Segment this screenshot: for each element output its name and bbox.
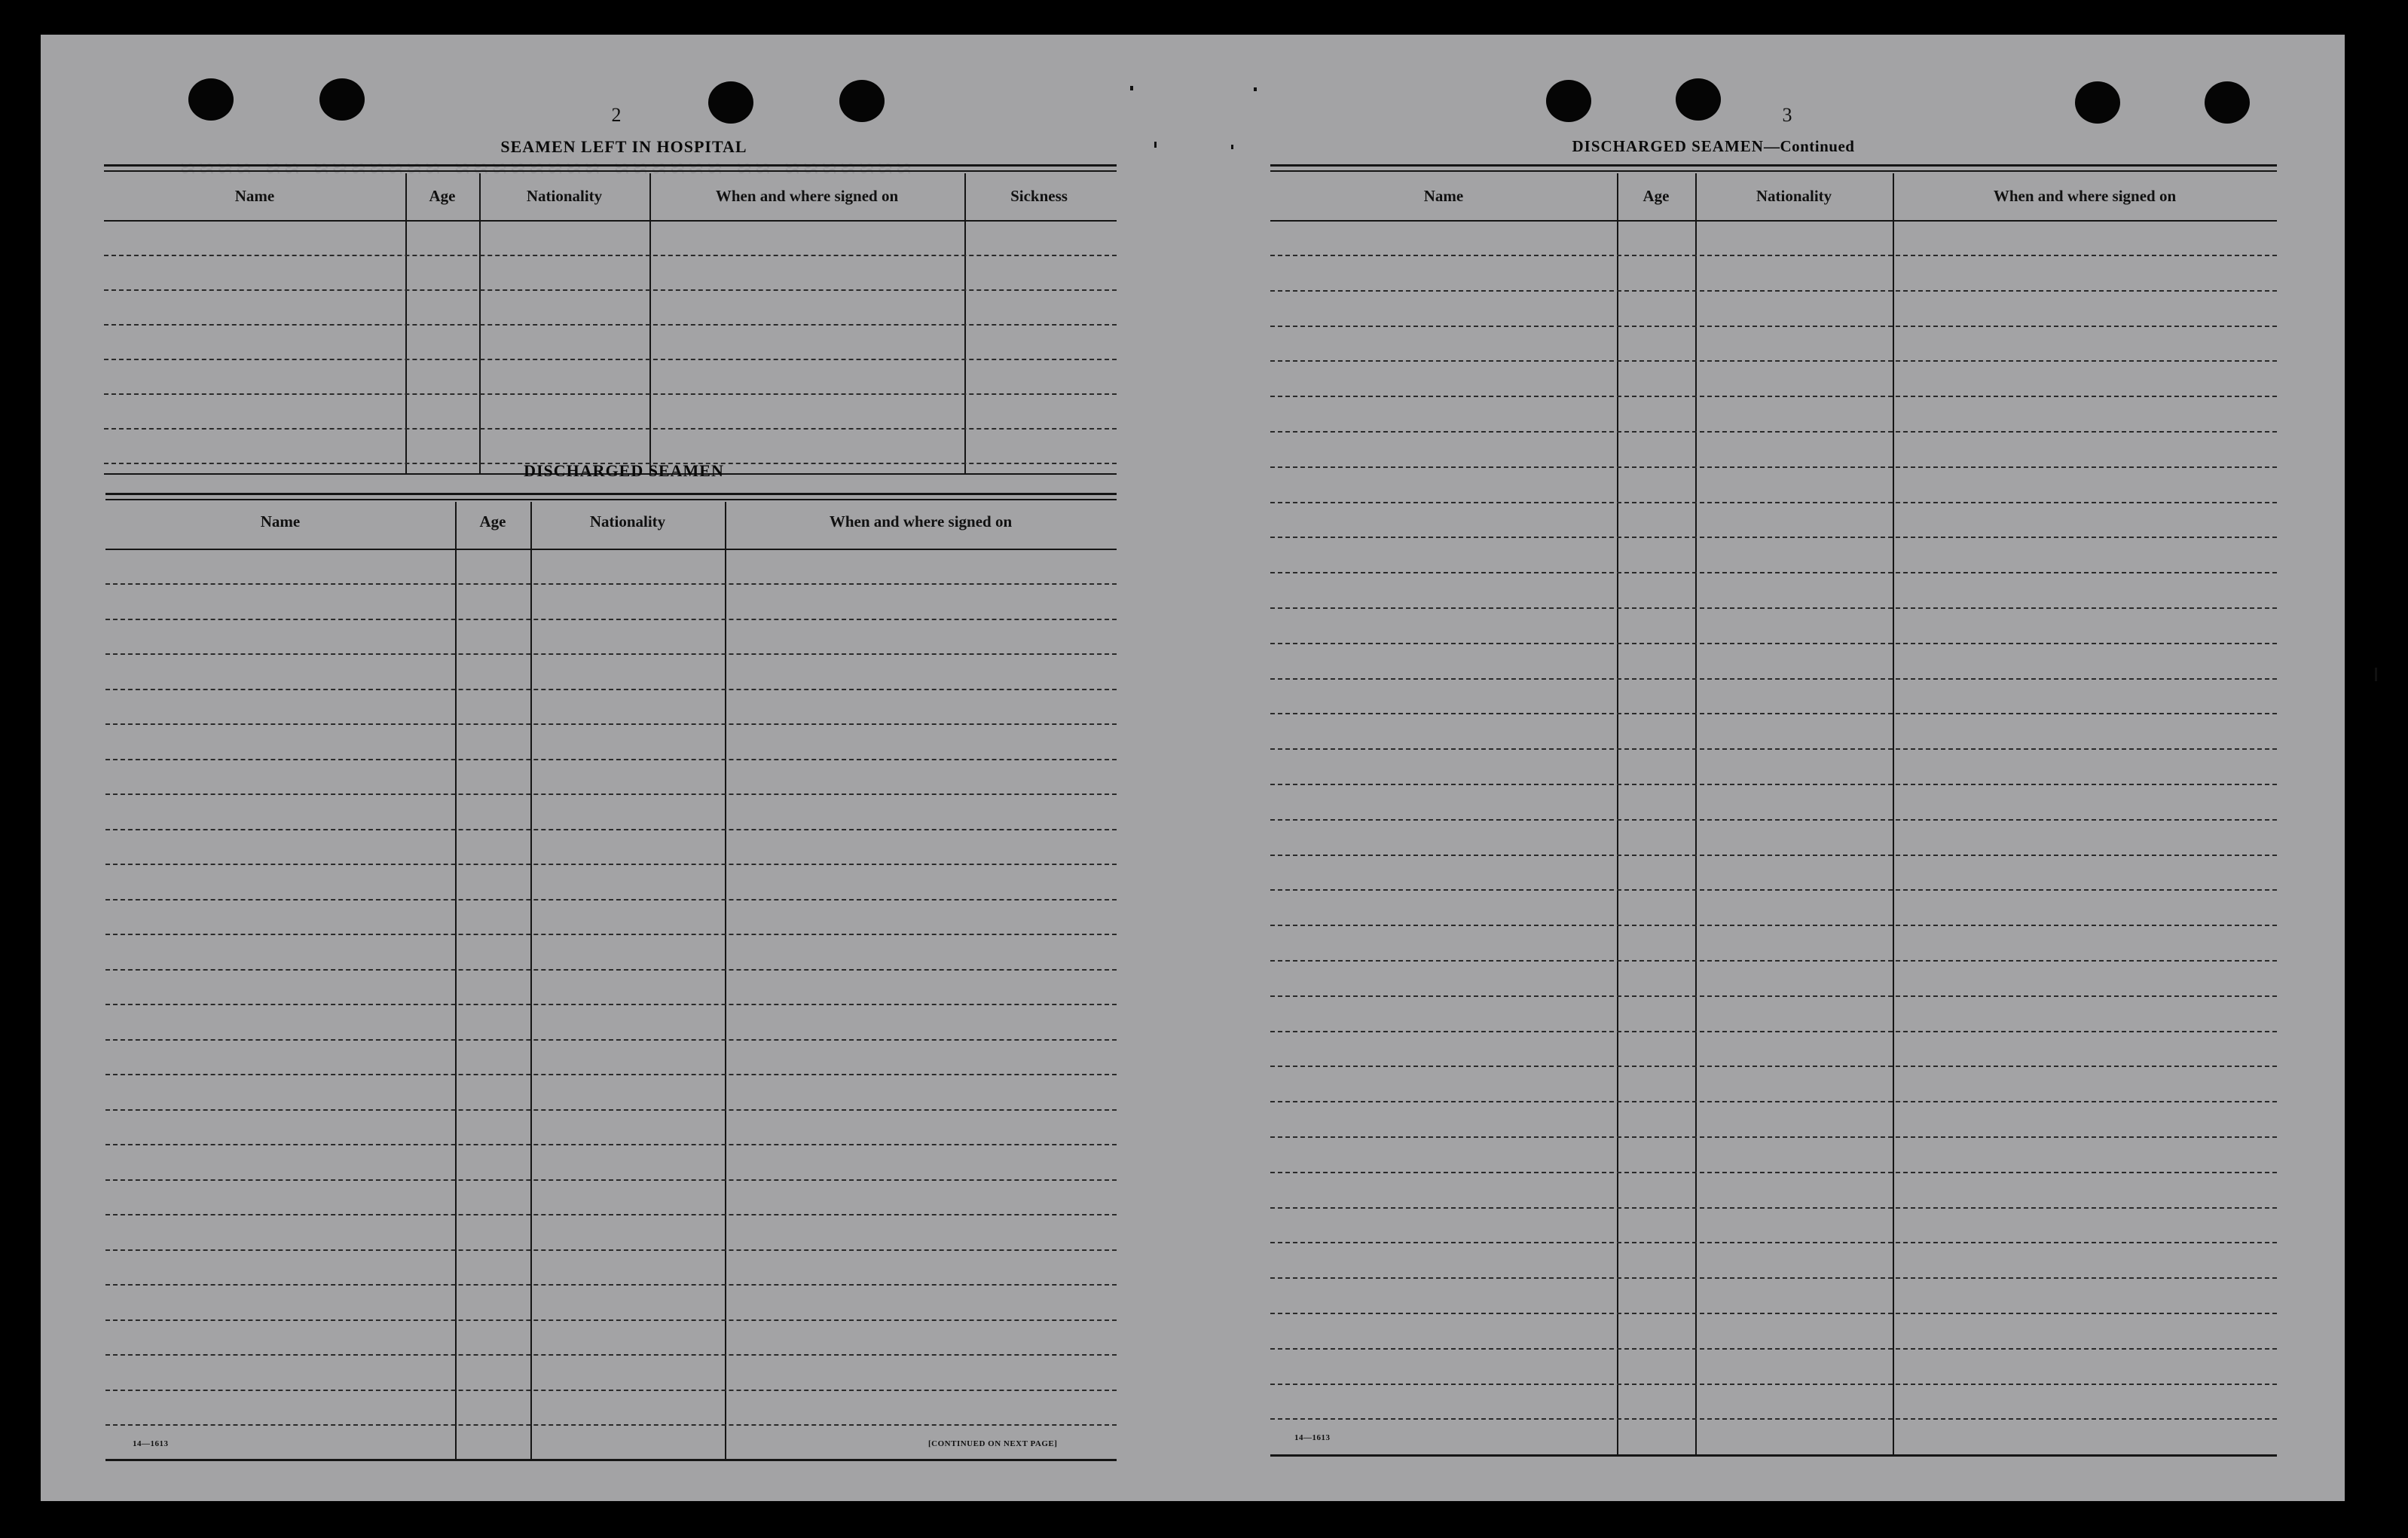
row-ruling-line [105,934,1117,935]
punch-hole [319,78,365,121]
discharged-col-signed-on: When and where signed on [829,512,1013,531]
row-ruling-line [105,1179,1117,1181]
discharged-bottom-rule [105,1459,1117,1461]
right-header-rule [1270,220,2277,222]
row-ruling-line [1270,855,2277,856]
row-ruling-line [1270,1348,2277,1350]
row-ruling-line [104,359,1117,360]
row-ruling-line [1270,290,2277,292]
row-ruling-line [1270,1101,2277,1102]
row-ruling-line [105,1249,1117,1251]
continued-note: [CONTINUED ON NEXT PAGE] [928,1439,1058,1448]
hospital-col-sickness: Sickness [1010,187,1068,205]
row-ruling-line [105,829,1117,830]
row-ruling-line [1270,889,2277,891]
scan-speck [1231,145,1233,149]
discharged-section-title: DISCHARGED SEAMEN [524,461,724,480]
row-ruling-line [1270,1172,2277,1173]
scan-speck [1254,87,1257,91]
row-ruling-line [1270,1313,2277,1314]
row-ruling-line [105,1074,1117,1075]
row-ruling-line [105,969,1117,971]
page-number-left: 2 [611,104,622,126]
row-ruling-line [105,1424,1117,1426]
row-ruling-line [105,723,1117,725]
row-ruling-line [1270,960,2277,962]
discharged-continued-title [1555,137,1872,156]
row-ruling-line [105,793,1117,795]
punch-hole [1676,78,1721,121]
row-ruling-line [1270,466,2277,468]
discharged-col-divider [530,502,532,1459]
row-ruling-line [105,1144,1117,1145]
punch-hole [2075,81,2120,124]
form-number-left: 14—1613 [133,1439,169,1448]
row-ruling-line [1270,326,2277,327]
row-ruling-line [105,899,1117,900]
punch-hole [708,81,753,124]
discharged-col-nationality: Nationality [589,512,666,531]
row-ruling-line [105,689,1117,690]
punch-hole [1546,80,1591,122]
discharged-continued-title-main: DISCHARGED SEAMEN [1572,137,1764,155]
row-ruling-line [1270,431,2277,433]
right-top-rule [1270,164,2277,167]
punch-hole [839,80,885,122]
row-ruling-line [1270,925,2277,926]
row-ruling-line [1270,713,2277,714]
row-ruling-line [1270,1418,2277,1420]
right-top-rule-2 [1270,170,2277,172]
row-ruling-line [1270,1242,2277,1243]
right-col-nationality: Nationality [1756,187,1832,205]
hospital-section-title: SEAMEN LEFT IN HOSPITAL [500,137,747,156]
row-ruling-line [105,1390,1117,1391]
row-ruling-line [105,1284,1117,1286]
row-ruling-line [105,1354,1117,1356]
row-ruling-line [105,759,1117,760]
row-ruling-line [1270,643,2277,644]
row-ruling-line [1270,784,2277,785]
discharged-top-rule-2 [105,499,1117,500]
hospital-top-rule [104,164,1117,167]
scan-speck [1130,86,1133,90]
discharged-col-divider [455,502,457,1459]
discharged-col-divider [725,502,726,1459]
right-bottom-rule [1270,1454,2277,1457]
row-ruling-line [104,393,1117,395]
discharged-header-rule [105,549,1117,550]
right-col-divider [1617,173,1618,1454]
row-ruling-line [105,1214,1117,1215]
row-ruling-line [104,255,1117,256]
row-ruling-line [1270,1384,2277,1385]
right-col-divider [1695,173,1697,1454]
row-ruling-line [105,1109,1117,1111]
row-ruling-line [1270,1066,2277,1067]
row-ruling-line [105,619,1117,620]
edge-mark [2375,668,2377,681]
hospital-col-nationality: Nationality [526,187,603,205]
row-ruling-line [105,583,1117,585]
right-col-age: Age [1643,187,1670,205]
row-ruling-line [105,1319,1117,1321]
row-ruling-line [1270,995,2277,997]
page-number-right: 3 [1782,104,1792,126]
row-ruling-line [105,864,1117,865]
row-ruling-line [1270,819,2277,821]
row-ruling-line [1270,1136,2277,1138]
row-ruling-line [1270,748,2277,750]
hospital-col-name: Name [234,187,275,205]
row-ruling-line [1270,537,2277,538]
row-ruling-line [1270,572,2277,573]
row-ruling-line [104,289,1117,291]
row-ruling-line [1270,255,2277,256]
discharged-top-rule [105,493,1117,495]
row-ruling-line [1270,396,2277,397]
row-ruling-line [1270,1207,2277,1209]
row-ruling-line [1270,1031,2277,1032]
row-ruling-line [1270,1277,2277,1279]
hospital-top-rule-2 [104,170,1117,172]
right-col-signed-on: When and where signed on [1993,187,2177,205]
right-col-divider [1893,173,1894,1454]
scan-speck [1154,142,1157,148]
hospital-col-signed-on: When and where signed on [715,187,899,205]
row-ruling-line [1270,607,2277,609]
row-ruling-line [105,1039,1117,1041]
scanned-document [41,35,2345,1501]
form-number-right: 14—1613 [1294,1433,1331,1442]
discharged-col-age: Age [479,512,506,531]
row-ruling-line [1270,360,2277,362]
punch-hole [2205,81,2250,124]
row-ruling-line [104,428,1117,430]
row-ruling-line [1270,678,2277,680]
discharged-col-name: Name [260,512,301,531]
row-ruling-line [105,653,1117,655]
hospital-col-age: Age [429,187,456,205]
right-col-name: Name [1423,187,1464,205]
row-ruling-line [104,324,1117,326]
bleed-through-text: ≈≈≈≈≈≈≈ ≈≈ ≈≈≈≈≈≈ ≈≈≈≈≈≈≈≈ ≈≈≈≈≈≈≈ ≈≈ ≈≈≈≈ [176,155,911,183]
punch-hole [188,78,234,121]
discharged-continued-title-suffix: —Continued [1763,137,1855,155]
row-ruling-line [105,1004,1117,1005]
row-ruling-line [1270,502,2277,503]
